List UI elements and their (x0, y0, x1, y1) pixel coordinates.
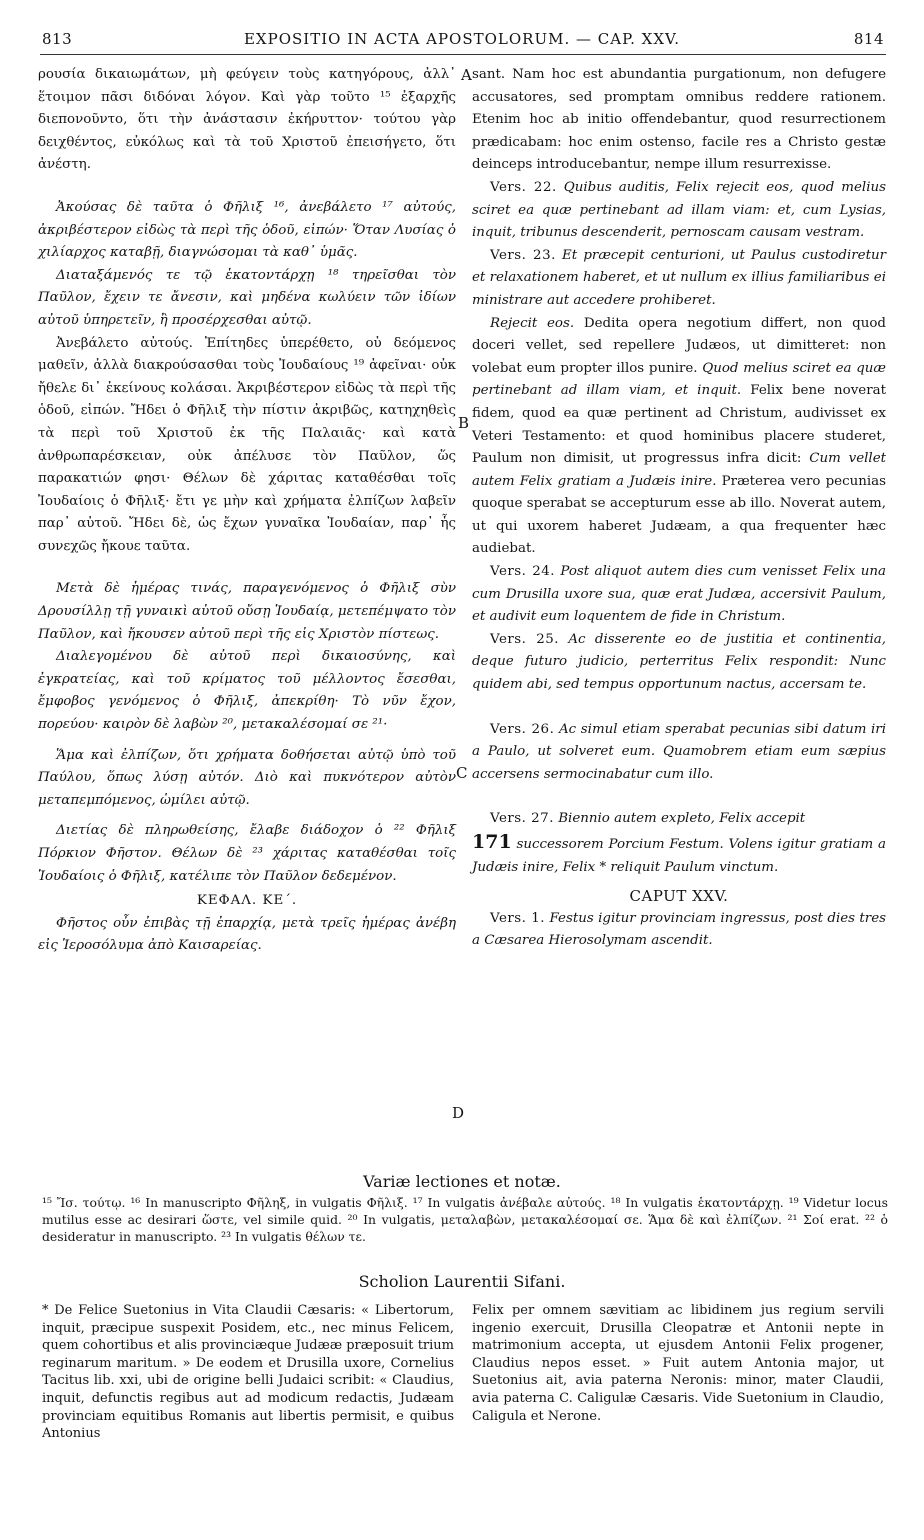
latin-verse-24: Vers. 24. Post aliquot autem dies cum venisset Felix una cum Drusilla uxore sua, quæ erat Judæa, accersivit Paulum, et audivit eum loquentem de fide in Christum. (472, 564, 887, 625)
greek-verse-22: Ἀκούσας δὲ ταῦτα ὁ Φῆλιξ ¹⁶, ἀνεβάλετο ¹⁷ αὐτούς, ἀκριβέστερον εἰδὼς τὰ περὶ τῆς ὁδοῦ, εἰπών· Ὅταν Λυσίας ὁ χιλίαρχος καταβῇ, διαγνώσομαι τὰ καθ᾽ ὑμᾶς. (38, 199, 456, 261)
header-rule (40, 54, 886, 55)
latin-chapter-25-verse-1: Vers. 1. Festus igitur provinciam ingressus, post dies tres a Cæsarea Hierosolymam ascendit. (472, 910, 887, 949)
scholion-left-column: * De Felice Suetonius in Vita Claudii Cæsaris: « Libertorum, inquit, præcipue suspexit Posidem, etc., nec minus Felicem, quem cohortibus et alis provinciæque Judææ præposuit trium reginarum maritum. » De eodem et Drusilla uxore, Cornelius Tacitus lib. xxi, ubi de origine belli Judaici scribit: « Claudius, inquit, defunctis regibus aut ad modicum redactis, Judæam provinciam equitibus Romanis aut libertis permisit, e quibus Antonius (42, 1303, 454, 1442)
verse-label: Vers. 24. (490, 564, 556, 580)
column-number: 171 (472, 831, 512, 853)
latin-verse-25: Vers. 25. Ac disserente eo de justitia et continentia, deque futuro judicio, perterritus Felix respondit: Nunc quidem abi, sed tempus opportunum nactus, accersam te. (472, 631, 886, 693)
greek-chapter-25-verse-1: Φῆστος οὖν ἐπιβὰς τῇ ἐπαρχίᾳ, μετὰ τρεῖς ἡμέρας ἀνέβη εἰς Ἱεροσόλυμα ἀπὸ Καισαρείας. (38, 915, 456, 954)
latin-verse-26: Vers. 26. Ac simul etiam sperabat pecunias sibi datum iri a Paulo, ut solveret eum. Quamobrem etiam eum sæpius accersens sermocinabatur cum illo. (472, 721, 886, 782)
greek-verse-26: Ἅμα καὶ ἐλπίζων, ὅτι χρήματα δοθήσεται αὐτῷ ὑπὸ τοῦ Παύλου, ὅπως λύσῃ αὐτόν. Διὸ καὶ πυκνότερον αὐτὸν μεταπεμπόμενος, ὡμίλει αὐτῷ. (38, 747, 456, 808)
kephalaion-heading: ΚΕΦΑΛ. ΚΕ΄. (196, 893, 298, 909)
margin-letter-a: A (461, 66, 472, 84)
variae-heading: Variæ lectiones et notæ. (363, 1172, 561, 1191)
right-page-number: 814 (853, 30, 884, 48)
greek-verse-23: Διαταξάμενός τε τῷ ἑκατοντάρχῃ ¹⁸ τηρεῖσθαι τὸν Παῦλον, ἔχειν τε ἄνεσιν, καὶ μηδένα κωλύειν τῶν ἰδίων αὐτοῦ ὑπηρετεῖν, ἢ προσέρχεσθαι αὐτῷ. (38, 267, 456, 328)
running-title: EXPOSITIO IN ACTA APOSTOLORUM. — CAP. XXV. (243, 30, 681, 48)
latin-commentary: Rejecit eos. Dedita opera negotium differt, non quod doceri vellet, sed repellere Judæos, ut dimitteret: non volebat eum propter illos punire. Quod melius sciret ea quæ pertinebant ad illam viam, et inquit. Felix bene noverat fidem, quod ea quæ pertinent ad Christum, audivisset ex Veteri Testamento: et quod hominibus placere studeret, Paulum non dimisit, ut progressus infra dicit: Cum vellet autem Felix gratiam a Judæis inire. Præterea vero pecunias quoque sperabat se accepturum esse ab illo. Noverat autem, ut qui uxorem haberet Judæam, a qua frequenter hæc audiebat. (472, 315, 887, 557)
verse-label: Vers. 22. (490, 179, 557, 195)
verse-label: Vers. 27. (490, 811, 554, 827)
verse-label: Vers. 25. (490, 631, 560, 647)
scholion-right-column: Felix per omnem sævitiam ac libidinem jus regium servili ingenio exercuit, Drusilla Cleopatræ et Antonii nepte in matrimonium accepta, ut ejusdem Antonii Felix progener, Claudius nepos esset. » Fuit autem Antonia major, ut Suetonius ait, avia paterna Neronis: minor, mater Claudii, avia paterna C. Caligulæ Cæsaris. Vide Suetonium in Claudio, Caligula et Nerone. (472, 1303, 884, 1424)
latin-verse-22: Vers. 22. Quibus auditis, Felix rejecit eos, quod melius sciret ea quæ pertinebant ad illam viam: et, cum Lysias, inquit, tribunus descenderit, pernoscam causam vestram. (472, 179, 886, 241)
latin-paragraph: sant. Nam hoc est abundantia purgationum, non defugere accusatores, sed promptam omnibus reddere rationem. Etenim hoc ab initio offendebantur, quod resurrectionem prædicabam: hoc enim ostenso, facile res a Christo gestæ deinceps introducebantur, nempe illum resurrexisse. (472, 67, 886, 173)
greek-paragraph: ρουσία δικαιωμάτων, μὴ φεύγειν τοὺς κατηγόρους, ἀλλ᾽ ἕτοιμον πᾶσι διδόναι λόγον. Καὶ γὰρ τοῦτο ¹⁵ ἐξαρχῆς διεπονοῦντο, ὅτι τὴν ἀνάστασιν ἐκήρυττον· τούτου γὰρ δειχθέντος, εὐκόλως καὶ τὰ τοῦ Χριστοῦ ἐπεισήγετο, ὅτι ἀνέστη. (38, 67, 456, 173)
greek-column (38, 64, 456, 958)
greek-verse-24: Μετὰ δὲ ἡμέρας τινάς, παραγενόμενος ὁ Φῆλιξ σὺν Δρουσίλλῃ τῇ γυναικὶ αὐτοῦ οὔσῃ Ἰουδαίᾳ, μετεπέμψατο τὸν Παῦλον, καὶ ἤκουσεν αὐτοῦ περὶ τῆς εἰς Χριστὸν πίστεως. (38, 581, 456, 642)
verse-label: Vers. 23. (490, 247, 556, 263)
margin-letter-b: B (458, 414, 470, 432)
latin-verse-23: Vers. 23. Et præcepit centurioni, ut Paulus custodiretur et relaxationem haberet, et ut nullum ex illius familiaribus ei ministrare aut accedere prohiberet. (472, 247, 886, 308)
greek-verse-27: Διετίας δὲ πληρωθείσης, ἔλαβε διάδοχον ὁ ²² Φῆλιξ Πόρκιον Φῆστον. Θέλων δὲ ²³ χάριτας καταθέσθαι τοῖς Ἰουδαίοις ὁ Φῆλιξ, κατέλιπε τὸν Παῦλον δεδεμένον. (38, 823, 456, 884)
caput-heading: CAPUT XXV. (629, 887, 729, 906)
verse-label: Vers. 26. (490, 721, 555, 737)
variae-notes: ¹⁵ Ἴσ. τούτῳ. ¹⁶ In manuscripto Φῆληξ, in vulgatis Φῆλιξ. ¹⁷ In vulgatis ἀνέβαλε αὐτούς. ¹⁸ In vulgatis ἑκατοντάρχῃ. ¹⁹ Videtur locus mutilus esse ac desirari ὥστε, vel simile quid. ²⁰ In vulgatis, μεταλαβὼν, μετακαλέσομαί σε. Ἅμα δὲ καὶ ἐλπίζων. ²¹ Σοί erat. ²² ὁ desideratur in manuscripto. ²³ In vulgatis θέλων τε. (42, 1195, 888, 1244)
left-page-number: 813 (42, 30, 73, 48)
greek-verse-25: Διαλεγομένου δὲ αὐτοῦ περὶ δικαιοσύνης, καὶ ἐγκρατείας, καὶ τοῦ κρίματος τοῦ μέλλοντος ἔσεσθαι, ἔμφοβος γενόμενος ὁ Φῆλιξ, ἀπεκρίθη· Τὸ νῦν ἔχον, πορεύου· καιρὸν δὲ λαβὼν ²⁰, μετακαλέσομαί σε ²¹· (38, 649, 456, 733)
latin-column (472, 64, 886, 953)
greek-commentary: Ἀνεβάλετο αὐτούς. Ἐπίτηδες ὑπερέθετο, οὐ δεόμενος μαθεῖν, ἀλλὰ διακρούσασθαι τοὺς Ἰουδαίους ¹⁹ ἀφεῖναι· οὐκ ἤθελε δι᾽ ἐκείνους κολάσαι. Ἀκριβέστερον εἰδὼς τὰ περὶ τῆς ὁδοῦ, εἰπών. Ἤδει ὁ Φῆλιξ τὴν πίστιν ἀκριβῶς, κατηχηθεὶς τὰ περὶ τοῦ Χριστοῦ ἐκ τῆς Παλαιᾶς· καὶ κατὰ ἀνθρωπαρέσκειαν, οὐκ ἀπέλυσε τὸν Παῦλον, ὥς παρακατιών φησι· Θέλων δὲ χάριτας καταθέσθαι τοῖς Ἰουδαίοις ὁ Φῆλιξ· ἔτι γε μὴν καὶ χρήματα ἐλπίζων λαβεῖν παρ᾽ αὐτοῦ. Ἤδει δὲ, ὡς ἔχων γυναῖκα Ἰουδαίαν, παρ᾽ ἧς συνεχῶς ἤκουε ταῦτα. (38, 335, 456, 554)
margin-letter-c: C (456, 764, 468, 782)
scholion-heading: Scholion Laurentii Sifani. (358, 1272, 566, 1291)
latin-verse-27: Vers. 27. Biennio autem expleto, Felix accepit 171 successorem Porcium Festum. Volens igitur gratiam a Judæis inire, Felix * reliquit Paulum vinctum. (472, 811, 886, 875)
margin-letter-d: D (452, 1104, 465, 1122)
verse-label: Vers. 1. (490, 910, 546, 926)
